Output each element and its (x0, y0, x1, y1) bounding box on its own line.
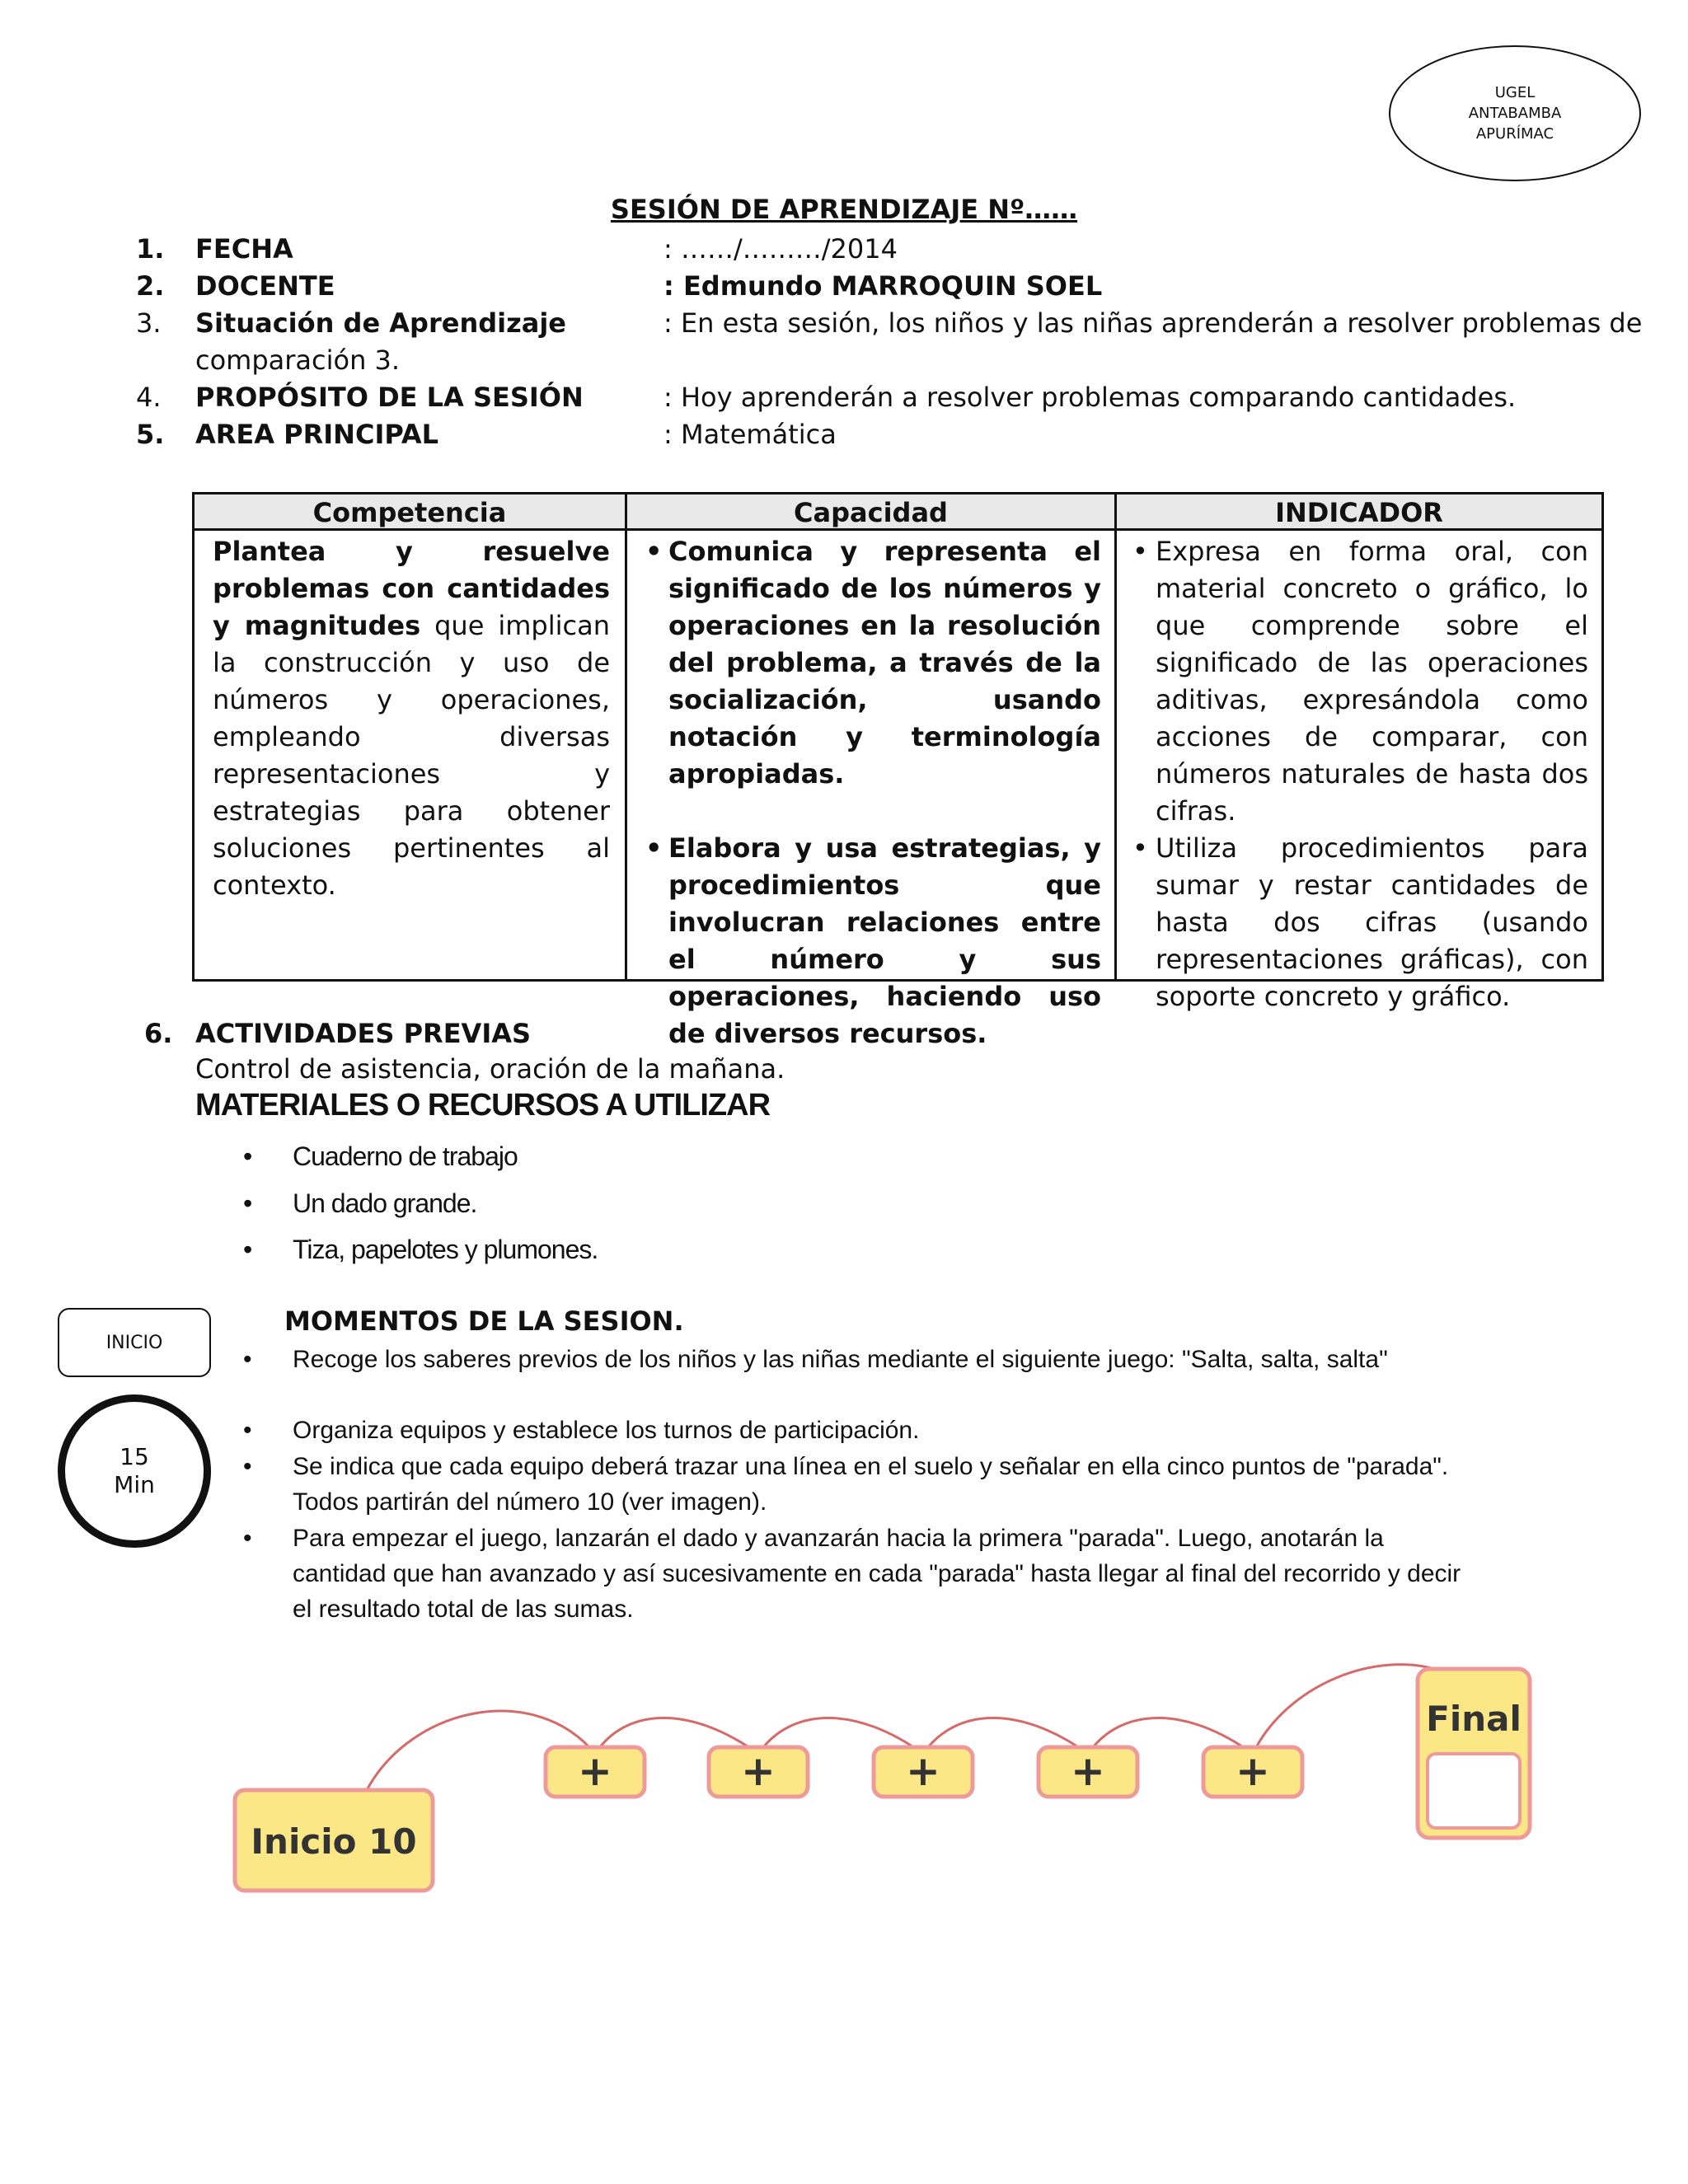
actividades-text: Control de asistencia, oración de la mañana. (195, 1053, 785, 1085)
header-indicador: INDICADOR (1117, 494, 1601, 531)
actividades-title: ACTIVIDADES PREVIAS (195, 1018, 532, 1049)
info-label: AREA PRINCIPAL (195, 419, 439, 450)
competencia-cell (213, 533, 610, 904)
inicio-label: INICIO (106, 1332, 163, 1353)
indicador-item: • Expresa en forma oral, con material concreto o gráfico, lo que comprende sobre el significado de las operaciones aditivas, expresándola como acciones de comparar, con números naturales de hasta dos cifras. (1131, 533, 1588, 830)
info-num: 5. (136, 419, 165, 450)
capacidad-item: • Elabora y usa estrategias, y procedimientos que involucran relaciones entre el número y sus operaciones, haciendo uso de diversos recursos. (644, 830, 1101, 1052)
info-value: : ……/………/2014 (663, 233, 898, 265)
info-value: : Edmundo MARROQUIN SOEL (663, 270, 1103, 302)
indicador-cell (1131, 533, 1588, 1015)
plus-icon: + (741, 1747, 776, 1795)
info-row-fecha (136, 231, 1537, 267)
game-path-diagram (223, 1648, 1541, 1912)
time-unit: Min (114, 1471, 155, 1498)
actividades-num: 6. (144, 1018, 173, 1049)
info-value-continued: comparación 3. (195, 344, 401, 376)
competencia-text: que implican la construcción y uso de números y operaciones, empleando diversas representaciones y estrategias para obtener soluciones pertinentes al contexto. (213, 610, 611, 901)
momento-text: Para empezar el juego, lanzarán el dado y avanzarán hacia la primera "parada". Luego, anotarán la cantidad que han avanzado y así sucesivamente en cada "parada" hasta llegar al final del recorrido y decir el resultado total de las sumas. (293, 1525, 1461, 1623)
actividades-heading (144, 1018, 531, 1049)
bullet-icon: • (243, 1346, 252, 1373)
stop-box (1039, 1747, 1137, 1797)
material-text: Cuaderno de trabajo (293, 1141, 518, 1171)
info-num: 1. (136, 233, 165, 265)
column-divider (1114, 494, 1117, 979)
time-value: 15 (120, 1443, 149, 1470)
bullet-icon: • (243, 1188, 252, 1218)
stop-box (874, 1747, 973, 1797)
info-row-area (136, 416, 1537, 452)
info-row-docente (136, 268, 1537, 304)
info-label: DOCENTE (195, 270, 335, 302)
material-text: Un dado grande. (293, 1188, 477, 1218)
info-num: 3. (136, 307, 162, 339)
stop-box (1203, 1747, 1302, 1797)
bullet-icon: • (243, 1417, 252, 1444)
ugel-line-2: ANTABAMBA (1468, 105, 1562, 122)
info-row-proposito (136, 379, 1537, 415)
info-label: PROPÓSITO DE LA SESIÓN (195, 382, 584, 413)
ugel-line-3: APURÍMAC (1475, 125, 1554, 143)
start-box (235, 1790, 433, 1891)
info-num: 4. (136, 382, 162, 413)
info-row-situacion-cont (136, 342, 1537, 378)
capacidad-cell (644, 533, 1101, 1052)
stop-box (546, 1747, 645, 1797)
momentos-heading: MOMENTOS DE LA SESION. (284, 1305, 684, 1337)
inicio-label-box (58, 1308, 211, 1377)
capacidad-item: • Comunica y representa el significado de los números y operaciones en la resolución del problema, a través de la socialización, usando notación y terminología apropiadas. (644, 533, 1101, 793)
info-label: FECHA (195, 233, 293, 265)
momento-text: Recoge los saberes previos de los niños y las niñas mediante el siguiente juego: "Salta, salta, salta" (293, 1346, 1388, 1373)
bullet-icon: • (243, 1235, 252, 1264)
start-label: Inicio 10 (251, 1821, 417, 1862)
ugel-line-1: UGEL (1494, 84, 1536, 101)
bullet-icon: • (243, 1141, 252, 1171)
plus-icon: + (578, 1747, 612, 1795)
info-value: : Matemática (663, 419, 837, 450)
bullet-icon: • (243, 1525, 252, 1552)
materiales-heading: MATERIALES O RECURSOS A UTILIZAR (195, 1088, 771, 1122)
bullet-icon: • (243, 1453, 252, 1480)
info-label: Situación de Aprendizaje (195, 307, 566, 339)
final-label: Final (1426, 1699, 1522, 1739)
material-text: Tiza, papelotes y plumones. (293, 1235, 598, 1264)
ugel-stamp (1389, 45, 1641, 181)
info-value: : En esta sesión, los niños y las niñas aprenderán a resolver problemas de (663, 307, 1643, 339)
stop-box (709, 1747, 808, 1797)
column-divider (625, 494, 627, 979)
plus-icon: + (1236, 1747, 1270, 1795)
info-row-situacion (136, 305, 1643, 341)
info-num: 2. (136, 270, 165, 302)
momento-text: Organiza equipos y establece los turnos de participación. (293, 1417, 920, 1444)
momento-text: Se indica que cada equipo deberá trazar una línea en el suelo y señalar en ella cinco puntos de "parada". Todos partirán del número 10 (ver imagen). (293, 1453, 1449, 1516)
header-capacidad: Capacidad (627, 494, 1114, 531)
indicador-item: • Utiliza procedimientos para sumar y restar cantidades de hasta dos cifras (usando representaciones gráficas), con soporte concreto y gráfico. (1131, 830, 1588, 1015)
info-value: : Hoy aprenderán a resolver problemas comparando cantidades. (663, 382, 1517, 413)
competencia-bold-text: Plantea y resuelve problemas con cantidades y magnitudes (213, 536, 610, 641)
plus-icon: + (1071, 1747, 1105, 1795)
session-title: SESIÓN DE APRENDIZAJE Nº…… (610, 194, 1078, 225)
path-arc (1253, 1665, 1442, 1754)
plus-icon: + (906, 1747, 940, 1795)
time-circle (58, 1394, 211, 1548)
final-box (1418, 1669, 1530, 1838)
final-result-field (1428, 1754, 1520, 1828)
header-competencia: Competencia (195, 494, 625, 531)
